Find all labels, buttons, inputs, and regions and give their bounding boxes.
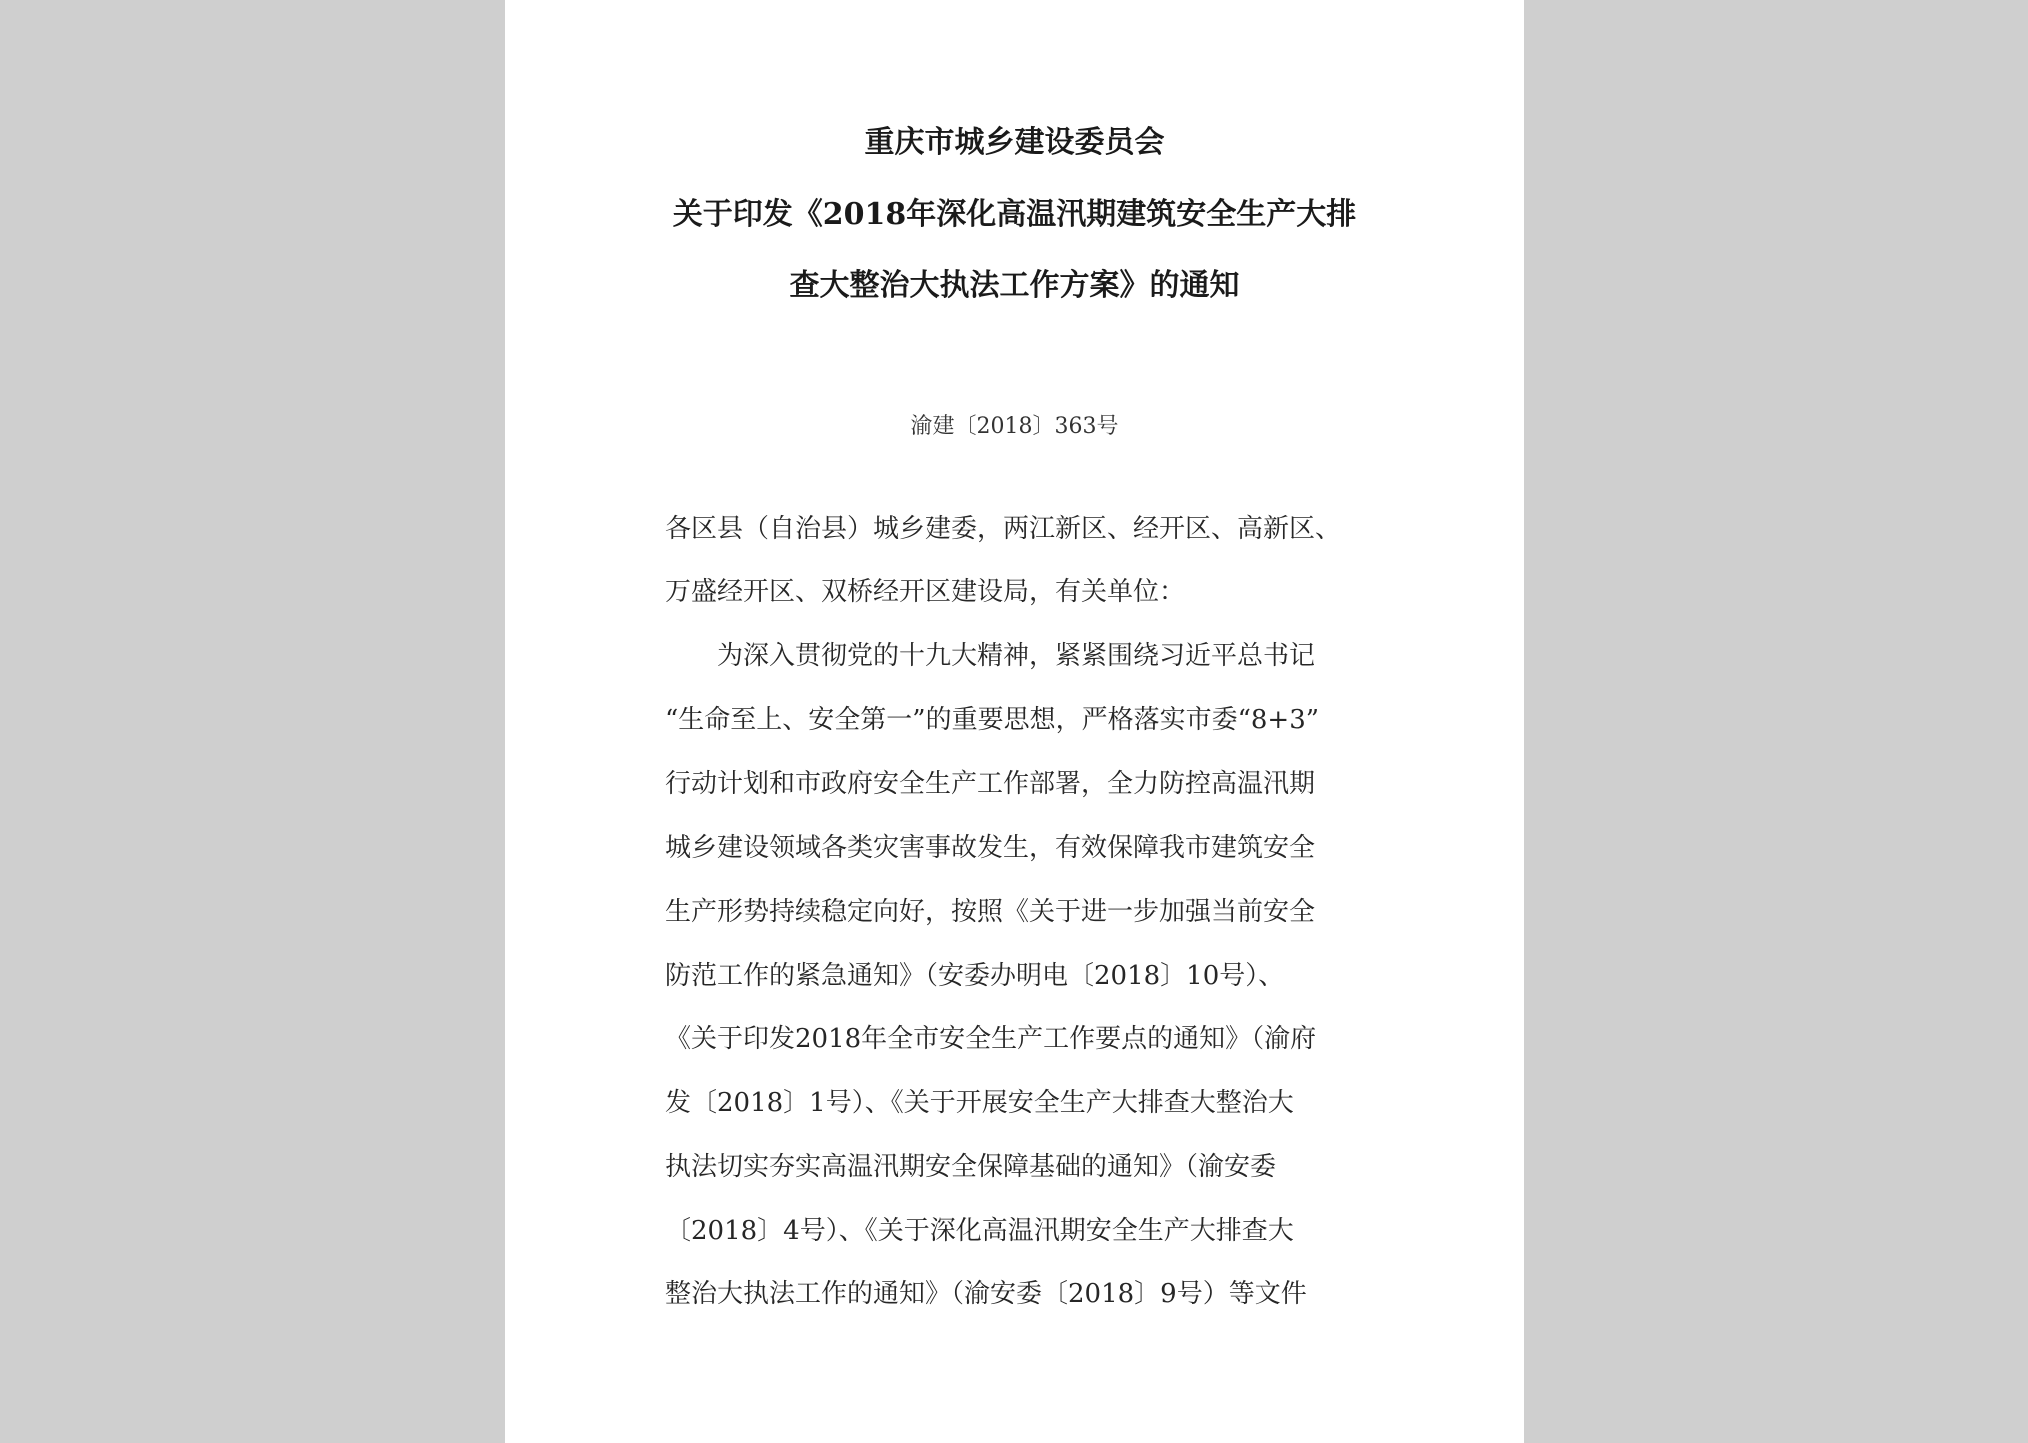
body-line: 《关于印发2018年全市安全生产工作要点的通知》（渝府 (665, 1024, 1317, 1054)
body-line: 生产形势持续稳定向好，按照《关于进一步加强当前安全 (665, 897, 1316, 927)
body-line: 行动计划和市政府安全生产工作部署，全力防控高温汛期 (665, 769, 1316, 799)
body-line: 防范工作的紧急通知》（安委办明电〔2018〕10号）、 (665, 961, 1285, 991)
body-line: 各区县（自治县）城乡建委，两江新区、经开区、高新区、 (665, 514, 1342, 544)
body-line: 整治大执法工作的通知》（渝安委〔2018〕9号）等文件 (665, 1279, 1307, 1309)
document-page (505, 0, 1524, 1443)
body-line: 城乡建设领域各类灾害事故发生，有效保障我市建筑安全 (665, 833, 1316, 863)
body-line: 为深入贯彻党的十九大精神，紧紧围绕习近平总书记 (665, 641, 1316, 671)
body-line: 万盛经开区、双桥经开区建设局，有关单位： (665, 577, 1186, 607)
title-line-2: 关于印发《2018年深化高温汛期建筑安全生产大排 (672, 197, 1357, 232)
body-line: “生命至上、安全第一”的重要思想，严格落实市委“8+3” (665, 705, 1320, 735)
title-line-3: 查大整治大执法工作方案》的通知 (789, 268, 1240, 303)
title-line-1: 重庆市城乡建设委员会 (864, 125, 1165, 160)
document-number: 渝建〔2018〕363号 (910, 414, 1119, 439)
body-line: 发〔2018〕1号）、《关于开展安全生产大排查大整治大 (665, 1088, 1294, 1118)
body-line: 执法切实夯实高温汛期安全保障基础的通知》（渝安委 (665, 1152, 1277, 1182)
body-line: 〔2018〕4号）、《关于深化高温汛期安全生产大排查大 (665, 1216, 1294, 1246)
